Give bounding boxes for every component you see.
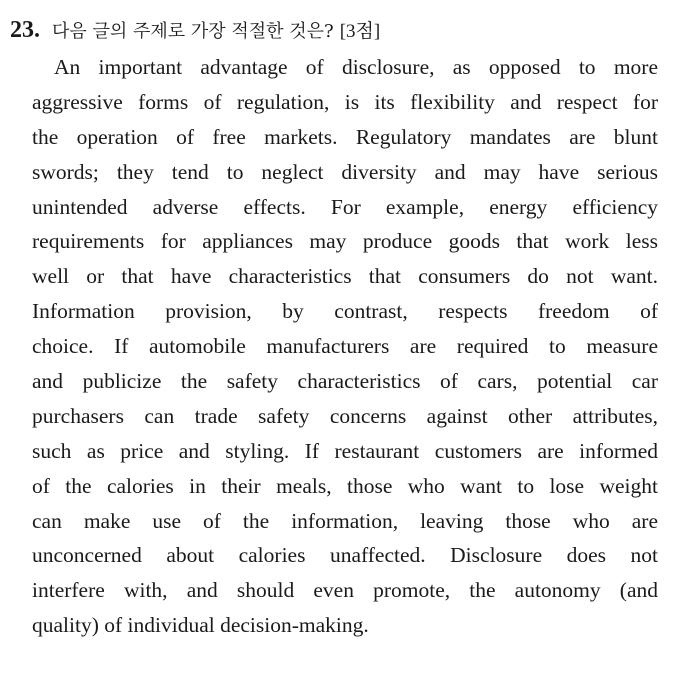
- passage-line: unintended adverse effects. For example, energy efficiency: [32, 194, 658, 219]
- passage-line: of the calories in their meals, those who want to lose weight: [32, 473, 658, 498]
- passage: [10, 50, 658, 643]
- passage-line: An important advantage of disclosure, as opposed to more: [54, 55, 658, 79]
- passage-line: and publicize the safety characteristics of cars, potential car: [32, 369, 658, 394]
- question-header: [10, 16, 670, 50]
- passage-line: unconcerned about calories unaffected. Disclosure does not: [32, 543, 658, 568]
- passage-line: requirements for appliances may produce goods that work less: [32, 229, 658, 254]
- passage-line: well or that have characteristics that consumers do not want.: [32, 264, 658, 289]
- passage-line: choice. If automobile manufacturers are required to measure: [32, 334, 658, 359]
- passage-line: swords; they tend to neglect diversity and may have serious: [32, 159, 658, 184]
- passage-line: such as price and styling. If restaurant customers are informed: [32, 438, 658, 463]
- passage-line: Information provision, by contrast, respects freedom of: [32, 299, 658, 324]
- passage-line: interfere with, and should even promote, the autonomy (and: [32, 578, 658, 603]
- question-block: [10, 16, 670, 643]
- passage-line: quality) of individual decision-making.: [32, 613, 369, 638]
- question-prompt: 다음 글의 주제로 가장 적절한 것은?: [52, 21, 334, 42]
- passage-line: purchasers can trade safety concerns against other attributes,: [32, 403, 658, 428]
- passage-line: aggressive forms of regulation, is its flexibility and respect for: [32, 89, 658, 114]
- question-number: 23.: [10, 17, 40, 43]
- question-points: [3점]: [339, 21, 381, 42]
- passage-line: can make use of the information, leaving those who are: [32, 508, 658, 533]
- passage-line: the operation of free markets. Regulatory mandates are blunt: [32, 124, 658, 149]
